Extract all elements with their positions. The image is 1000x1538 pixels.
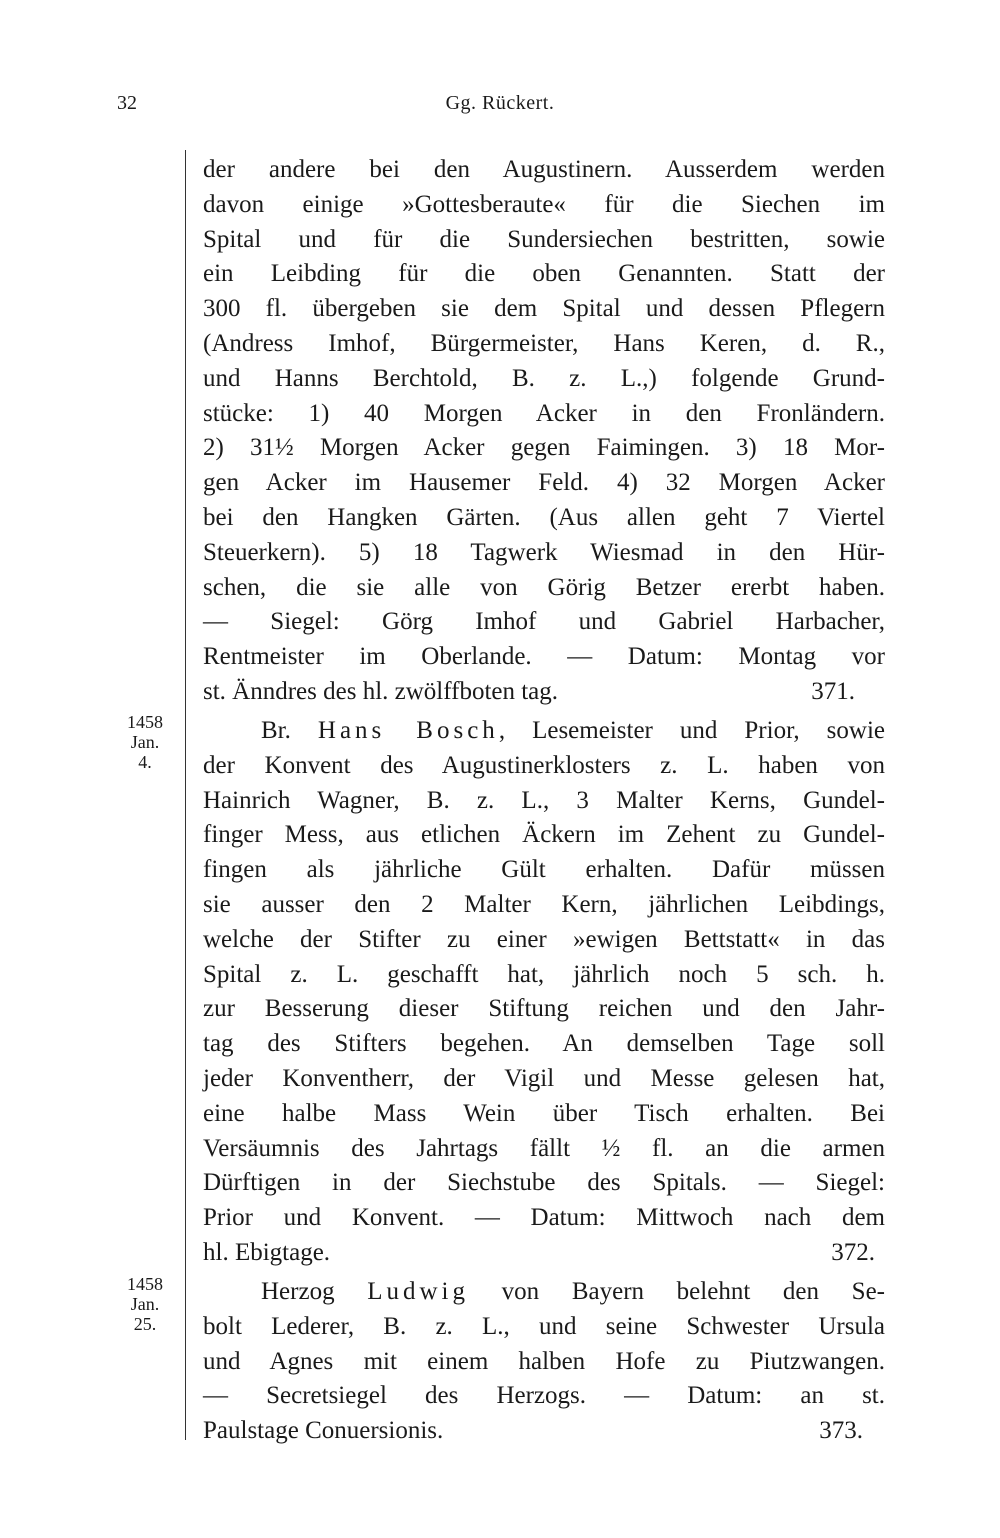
page-number: 32 bbox=[117, 92, 137, 114]
text-line: zur Besserung dieser Stiftung reichen und den Jahr- bbox=[203, 995, 885, 1023]
margin-date-373 bbox=[112, 1274, 178, 1334]
entry-371 bbox=[203, 153, 885, 710]
entry-number: 372. bbox=[831, 1238, 875, 1266]
text-line: und Hanns Berchtold, B. z. L.,) folgende Grund- bbox=[203, 364, 885, 392]
text-line: jeder Konventherr, der Vigil und Messe gelesen hat, bbox=[203, 1064, 885, 1092]
text-line: 300 fl. übergeben sie dem Spital und dessen Pflegern bbox=[203, 295, 885, 323]
running-title: Gg. Rückert. bbox=[445, 92, 555, 114]
text-line: Steuerkern). 5) 18 Tagwerk Wiesmad in den Hür- bbox=[203, 538, 885, 566]
text-part: Herzog bbox=[261, 1278, 368, 1305]
last-line-text: Paulstage Conuersionis. bbox=[203, 1417, 444, 1445]
text-line: — Secretsiegel des Herzogs. — Datum: an st. bbox=[203, 1382, 885, 1410]
text-part: , Lesemeister und Prior, sowie bbox=[498, 717, 885, 744]
text-line: sie ausser den 2 Malter Kern, jährlichen Leibdings, bbox=[203, 890, 885, 918]
text-line: fingen als jährliche Gült erhalten. Dafür müssen bbox=[203, 856, 885, 884]
margin-year: 1458 bbox=[127, 712, 163, 732]
text-line: Versäumnis des Jahrtags fällt ½ fl. an die armen bbox=[203, 1134, 885, 1162]
entry-372 bbox=[203, 714, 885, 1271]
entry-number: 371. bbox=[811, 677, 855, 705]
person-name: Ludwig bbox=[367, 1278, 470, 1305]
text-line-first bbox=[203, 1275, 885, 1310]
text-line: stücke: 1) 40 Morgen Acker in den Fronländern. bbox=[203, 399, 885, 427]
text-line: finger Mess, aus etlichen Äckern im Zehent zu Gundel- bbox=[203, 821, 885, 849]
text-line: der andere bei den Augustinern. Ausserdem werden bbox=[203, 156, 885, 183]
entry-373 bbox=[203, 1275, 885, 1449]
text-line: — Siegel: Görg Imhof und Gabriel Harbacher, bbox=[203, 608, 885, 636]
text-line-last bbox=[203, 1414, 885, 1449]
text-line: tag des Stifters begehen. An demselben Tage soll bbox=[203, 1030, 885, 1058]
text-line: eine halbe Mass Wein über Tisch erhalten. Bei bbox=[203, 1099, 885, 1127]
margin-day: 4. bbox=[138, 752, 152, 772]
margin-day: 25. bbox=[133, 1314, 157, 1334]
text-line: (Andress Imhof, Bürgermeister, Hans Keren, d. R., bbox=[203, 329, 885, 357]
text-line-last bbox=[203, 675, 885, 710]
page-header bbox=[0, 92, 1000, 122]
text-line: 2) 31½ Morgen Acker gegen Faimingen. 3) 18 Mor- bbox=[203, 434, 885, 462]
text-line: Hainrich Wagner, B. z. L., 3 Malter Kerns, Gundel- bbox=[203, 786, 885, 814]
text-line: der Konvent des Augustinerklosters z. L. haben von bbox=[203, 751, 885, 779]
text-line: Prior und Konvent. — Datum: Mittwoch nach dem bbox=[203, 1204, 885, 1232]
text-line: gen Acker im Hausemer Feld. 4) 32 Morgen Acker bbox=[203, 469, 885, 497]
text-line-last bbox=[203, 1236, 885, 1271]
text-line: Rentmeister im Oberlande. — Datum: Montag vor bbox=[203, 643, 885, 671]
text-line: Dürftigen in der Siechstube des Spitals. — Siegel: bbox=[203, 1169, 885, 1197]
margin-month: Jan. bbox=[130, 1294, 160, 1314]
margin-rule bbox=[185, 150, 186, 1440]
entry-number: 373. bbox=[819, 1417, 863, 1445]
text-line: Spital und für die Sundersiechen bestritten, sowie bbox=[203, 225, 885, 253]
margin-date-372 bbox=[112, 712, 178, 772]
person-name: Hans Bosch bbox=[317, 717, 499, 744]
text-line: bei den Hangken Gärten. (Aus allen geht 7 Viertel bbox=[203, 503, 885, 531]
last-line-text: hl. Ebigtage. bbox=[203, 1238, 331, 1266]
text-line: bolt Lederer, B. z. L., und seine Schwester Ursula bbox=[203, 1312, 885, 1340]
text-line: ein Leibding für die oben Genannten. Statt der bbox=[203, 260, 885, 288]
text-line: Spital z. L. geschafft hat, jährlich noch 5 sch. h. bbox=[203, 960, 885, 988]
text-line-first bbox=[203, 714, 885, 749]
text-line: welche der Stifter zu einer »ewigen Bettstatt« in das bbox=[203, 925, 885, 953]
margin-month: Jan. bbox=[130, 732, 160, 752]
text-line: und Agnes mit einem halben Hofe zu Piutzwangen. bbox=[203, 1347, 885, 1375]
text-line: davon einige »Gottesberaute« für die Siechen im bbox=[203, 190, 885, 218]
last-line-text: st. Änndres des hl. zwölffboten tag. bbox=[203, 677, 559, 705]
text-part: von Bayern belehnt den Se- bbox=[469, 1278, 885, 1305]
text-line: schen, die sie alle von Görig Betzer ererbt haben. bbox=[203, 573, 885, 601]
margin-year: 1458 bbox=[127, 1274, 163, 1294]
text-part: Br. bbox=[261, 717, 318, 744]
